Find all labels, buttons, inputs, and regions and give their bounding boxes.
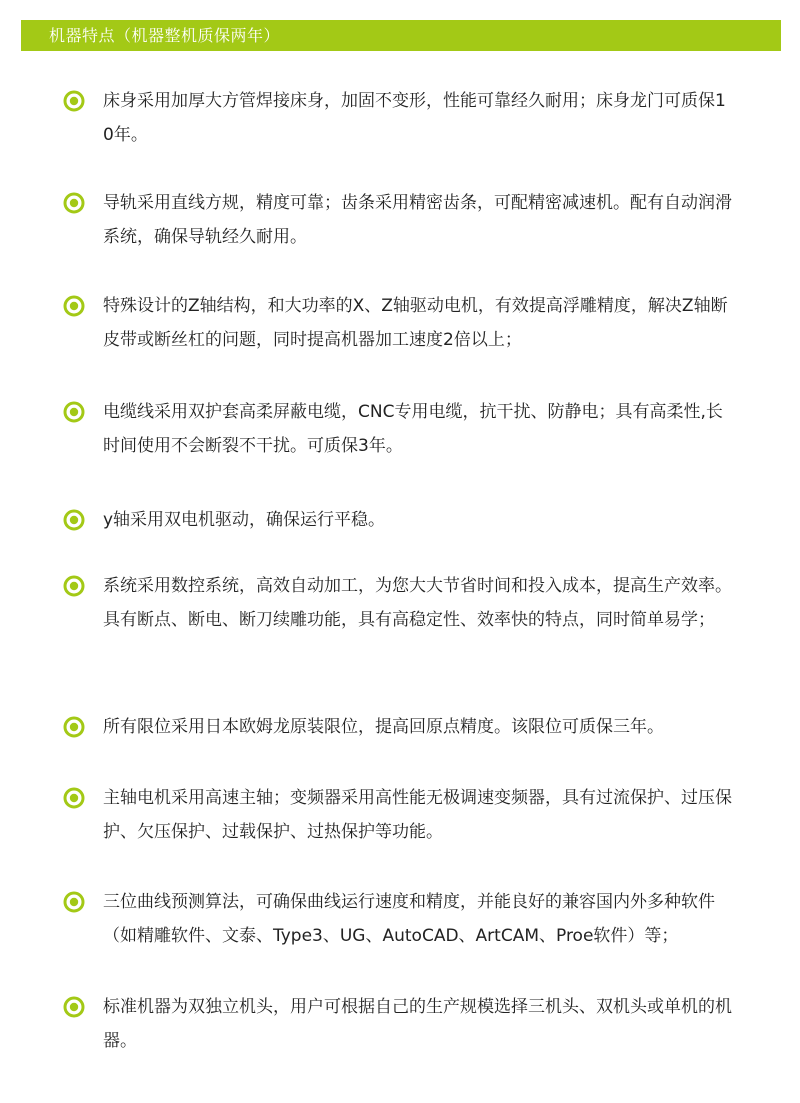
- feature-text: 床身采用加厚大方管焊接床身，加固不变形，性能可靠经久耐用；床身龙门可质保10年。: [103, 91, 726, 145]
- feature-text: 主轴电机采用高速主轴；变频器采用高性能无极调速变频器，具有过流保护、过压保护、欠压保护、过载保护、过热保护等功能。: [103, 788, 732, 842]
- ring-dot-icon: [63, 295, 85, 317]
- list-item: [63, 88, 743, 152]
- ring-dot-icon: [63, 575, 85, 597]
- feature-text: 三位曲线预测算法，可确保曲线运行速度和精度，并能良好的兼容国内外多种软件（如精雕软件、文泰、Type3、UG、AutoCAD、ArtCAM、Proe软件）等；: [103, 892, 715, 946]
- feature-text: 系统采用数控系统，高效自动加工，为您大大节省时间和投入成本，提高生产效率。具有断点、断电、断刀续雕功能，具有高稳定性、效率快的特点，同时简单易学；: [103, 576, 732, 630]
- list-item: [63, 399, 743, 463]
- ring-dot-icon: [63, 787, 85, 809]
- ring-dot-icon: [63, 509, 85, 531]
- ring-dot-icon: [63, 996, 85, 1018]
- list-item: [63, 190, 743, 254]
- list-item: [63, 714, 743, 744]
- feature-text: 所有限位采用日本欧姆龙原装限位，提高回原点精度。该限位可质保三年。: [103, 717, 664, 737]
- ring-dot-icon: [63, 891, 85, 913]
- feature-text: 特殊设计的Z轴结构，和大功率的X、Z轴驱动电机，有效提高浮雕精度，解决Z轴断皮带或断丝杠的问题，同时提高机器加工速度2倍以上；: [103, 296, 728, 350]
- feature-text: y轴采用双电机驱动，确保运行平稳。: [103, 510, 386, 530]
- feature-text: 标准机器为双独立机头，用户可根据自己的生产规模选择三机头、双机头或单机的机器。: [103, 997, 732, 1051]
- list-item: [63, 785, 743, 849]
- feature-text: 电缆线采用双护套高柔屏蔽电缆，CNC专用电缆，抗干扰、防静电；具有高柔性,长时间使用不会断裂不干扰。可质保3年。: [103, 402, 723, 456]
- list-item: [63, 889, 743, 953]
- ring-dot-icon: [63, 192, 85, 214]
- ring-dot-icon: [63, 90, 85, 112]
- list-item: [63, 573, 743, 637]
- list-item: [63, 994, 743, 1058]
- section-header-bar: [21, 20, 781, 51]
- feature-text: 导轨采用直线方规，精度可靠；齿条采用精密齿条，可配精密减速机。配有自动润滑系统，确保导轨经久耐用。: [103, 193, 732, 247]
- list-item: [63, 507, 743, 537]
- list-item: [63, 293, 743, 357]
- ring-dot-icon: [63, 716, 85, 738]
- section-title: 机器特点（机器整机质保两年）: [49, 25, 281, 45]
- ring-dot-icon: [63, 401, 85, 423]
